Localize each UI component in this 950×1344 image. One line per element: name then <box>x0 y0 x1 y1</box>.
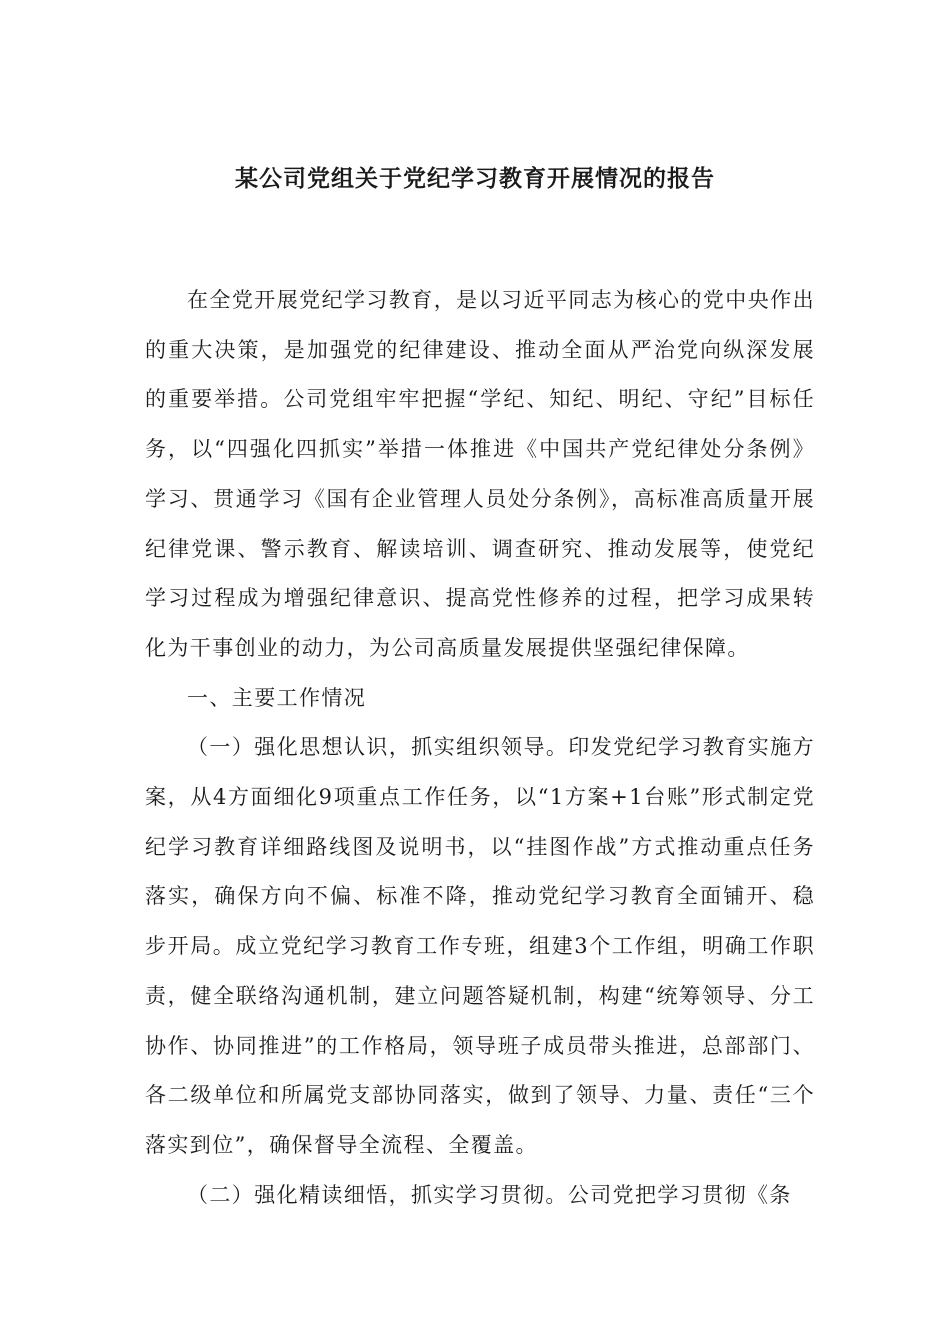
section-heading: 一、主要工作情况 <box>187 685 367 710</box>
document-body <box>145 276 815 1220</box>
intro-paragraph: 在全党开展党纪学习教育，是以习近平同志为核心的党中央作出的重大决策，是加强党的纪律建设、推动全面从严治党向纵深发展的重要举措。公司党组牢牢把握“学纪、知纪、明纪、守纪”目标任务，以“四强化四抓实”举措一体推进《中国共产党纪律处分条例》学习、贯通学习《国有企业管理人员处分条例》，高标准高质量开展纪律党课、警示教育、解读培训、调查研究、推动发展等，使党纪学习过程成为增强纪律意识、提高党性修养的过程，把学习成果转化为干事创业的动力，为公司高质量发展提供坚强纪律保障。 <box>145 288 815 660</box>
subsection-2-paragraph: （二）强化精读细悟，抓实学习贯彻。公司党把学习贯彻《条 <box>187 1182 792 1207</box>
subsection-1-paragraph: （一）强化思想认识，抓实组织领导。印发党纪学习教育实施方案，从4方面细化9项重点工作任务，以“1方案+1台账”形式制定党纪学习教育详细路线图及说明书，以“挂图作战”方式推动重点任务落实，确保方向不偏、标准不降，推动党纪学习教育全面铺开、稳步开局。成立党纪学习教育工作专班，组建3个工作组，明确工作职责，健全联络沟通机制，建立问题答疑机制，构建“统筹领导、分工协作、协同推进”的工作格局，领导班子成员带头推进，总部部门、各二级单位和所属党支部协同落实，做到了领导、力量、责任“三个落实到位”，确保督导全流程、全覆盖。 <box>145 735 815 1157</box>
document-title: 某公司党组关于党纪学习教育开展情况的报告 <box>235 165 715 192</box>
